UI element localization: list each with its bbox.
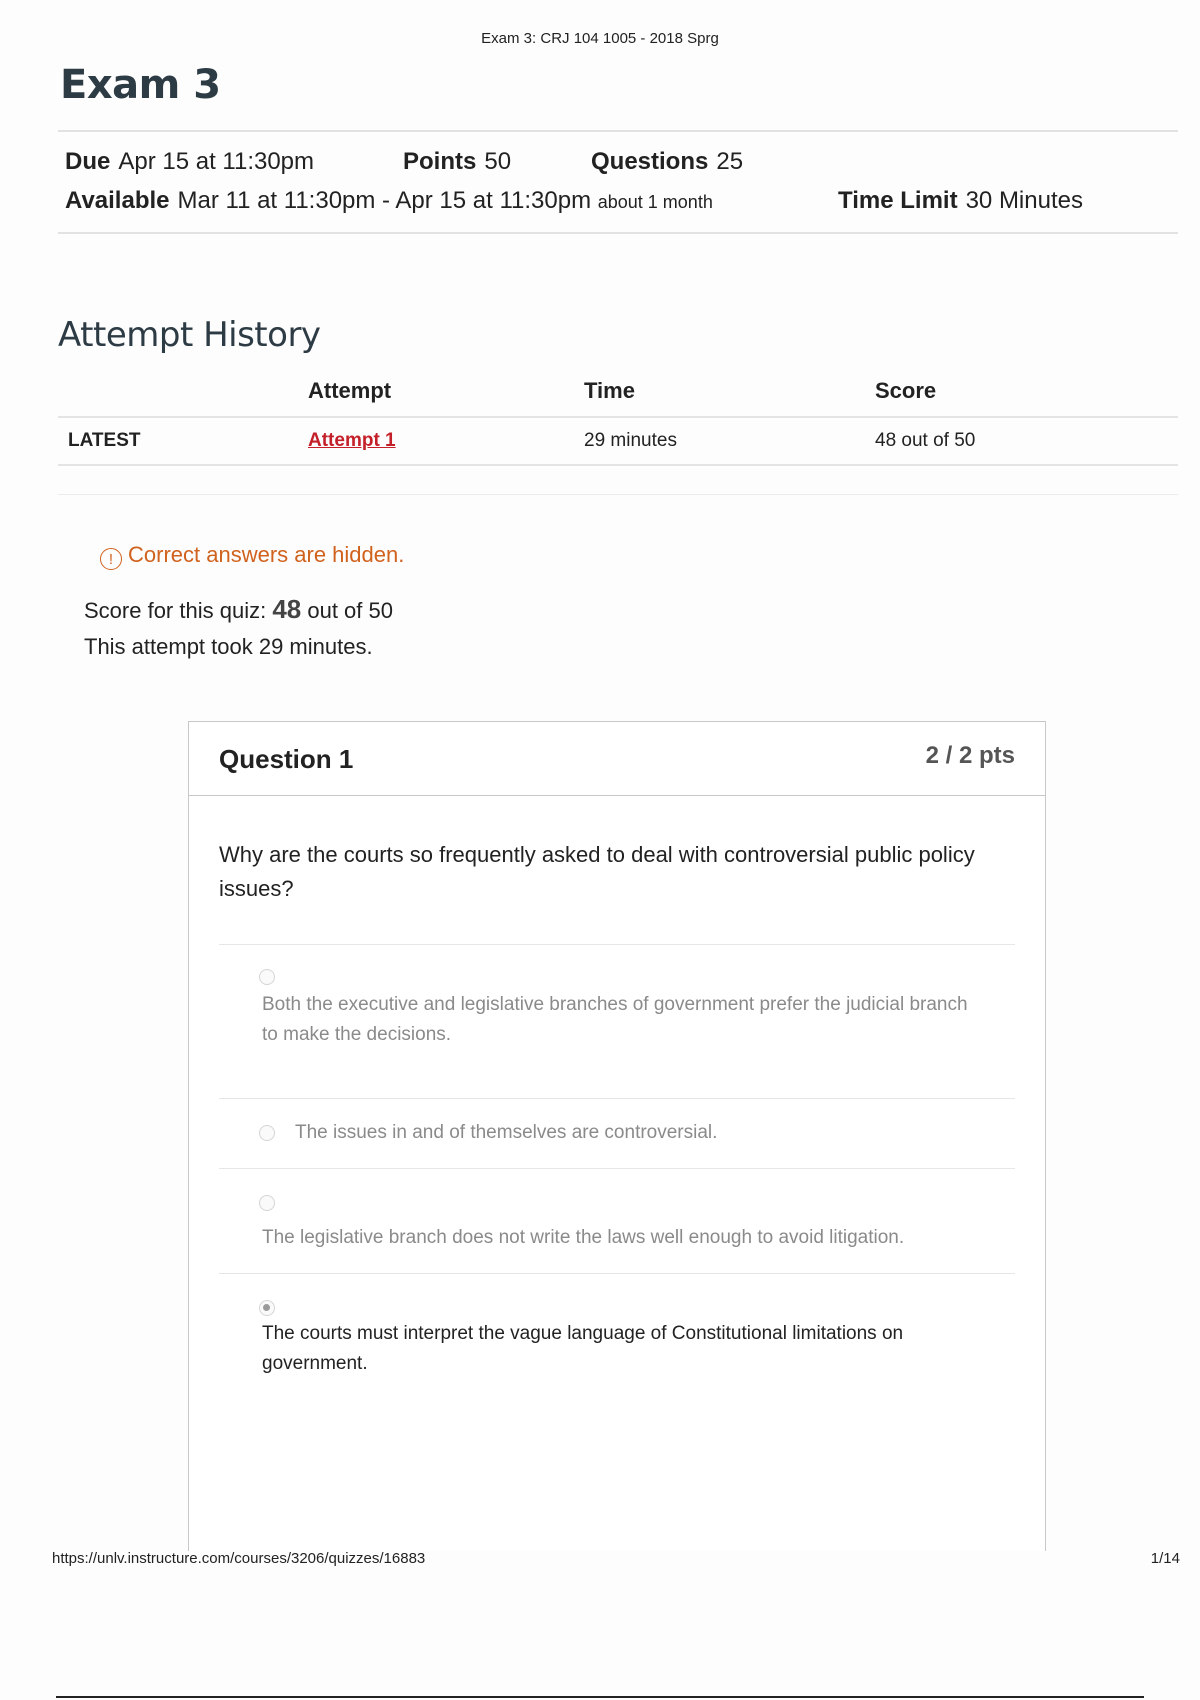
attempt-score: 48 out of 50 (875, 430, 976, 451)
table-bottom-divider (58, 494, 1178, 495)
score-out-of: out of 50 (307, 598, 393, 623)
questions-label: Questions (591, 148, 709, 175)
time-limit-label: Time Limit (838, 187, 958, 214)
time-limit-info (838, 187, 1083, 215)
divider (58, 232, 1178, 234)
score-label: Score for this quiz: (84, 598, 267, 623)
answer-radio-1[interactable] (259, 969, 275, 985)
available-info (65, 187, 713, 215)
time-limit-value: 30 Minutes (965, 187, 1083, 214)
points-value: 50 (484, 148, 512, 175)
question-card (188, 721, 1046, 1551)
questions-value: 25 (716, 148, 744, 175)
table-row-divider (58, 464, 1178, 466)
answer-divider (219, 944, 1015, 945)
answer-text-2: The issues in and of themselves are controversial. (295, 1122, 718, 1143)
points-label: Points (403, 148, 477, 175)
print-footer-page: 1/14 (1150, 1550, 1180, 1567)
column-header-attempt: Attempt (308, 378, 392, 403)
table-header-divider (58, 416, 1178, 418)
attempt-status: LATEST (68, 430, 141, 451)
answer-text-4: The courts must interpret the vague language of Constitutional limitations on government. (262, 1323, 904, 1374)
page-bottom-rule (56, 1696, 1144, 1698)
due-label: Due (65, 148, 111, 175)
attempt-history-title: Attempt History (58, 315, 321, 355)
due-info (65, 148, 314, 176)
attempt-1-link[interactable]: Attempt 1 (308, 430, 396, 451)
print-header: Exam 3: CRJ 104 1005 - 2018 Sprg (481, 30, 719, 47)
answer-text-3: The legislative branch does not write the laws well enough to avoid litigation. (262, 1227, 905, 1248)
print-footer-url: https://unlv.instructure.com/courses/3206/quizzes/16883 (52, 1550, 426, 1567)
correct-answers-hidden-notice (100, 542, 404, 570)
attempt-duration: This attempt took 29 minutes. (84, 634, 373, 659)
question-header (189, 722, 1045, 796)
answer-radio-4[interactable] (259, 1300, 275, 1316)
divider (58, 130, 1178, 132)
questions-info (591, 148, 743, 176)
question-points: 2 / 2 pts (925, 742, 1015, 769)
column-header-score: Score (875, 378, 937, 403)
answer-divider (219, 1273, 1015, 1274)
answer-radio-3[interactable] (259, 1195, 275, 1211)
answer-text-1: Both the executive and legislative branches of government prefer the judicial branch to make the decisions. (262, 994, 968, 1045)
answer-divider (219, 1098, 1015, 1099)
question-title: Question 1 (219, 744, 354, 774)
attempt-time: 29 minutes (584, 430, 677, 451)
table-row (308, 430, 396, 452)
available-duration: about 1 month (597, 192, 713, 212)
column-header-time: Time (584, 378, 635, 403)
answer-radio-2[interactable] (259, 1125, 275, 1141)
question-text: Why are the courts so frequently asked to deal with controversial public policy issues? (219, 842, 975, 901)
available-label: Available (65, 187, 170, 214)
due-value: Apr 15 at 11:30pm (118, 148, 315, 175)
quiz-score (84, 594, 393, 625)
answer-divider (219, 1168, 1015, 1169)
exam-title: Exam 3 (60, 62, 221, 108)
points-info (403, 148, 511, 176)
notice-text: Correct answers are hidden. (128, 542, 405, 567)
info-icon: ! (100, 548, 122, 570)
available-value: Mar 11 at 11:30pm - Apr 15 at 11:30pm (177, 187, 592, 214)
score-value: 48 (272, 594, 302, 624)
